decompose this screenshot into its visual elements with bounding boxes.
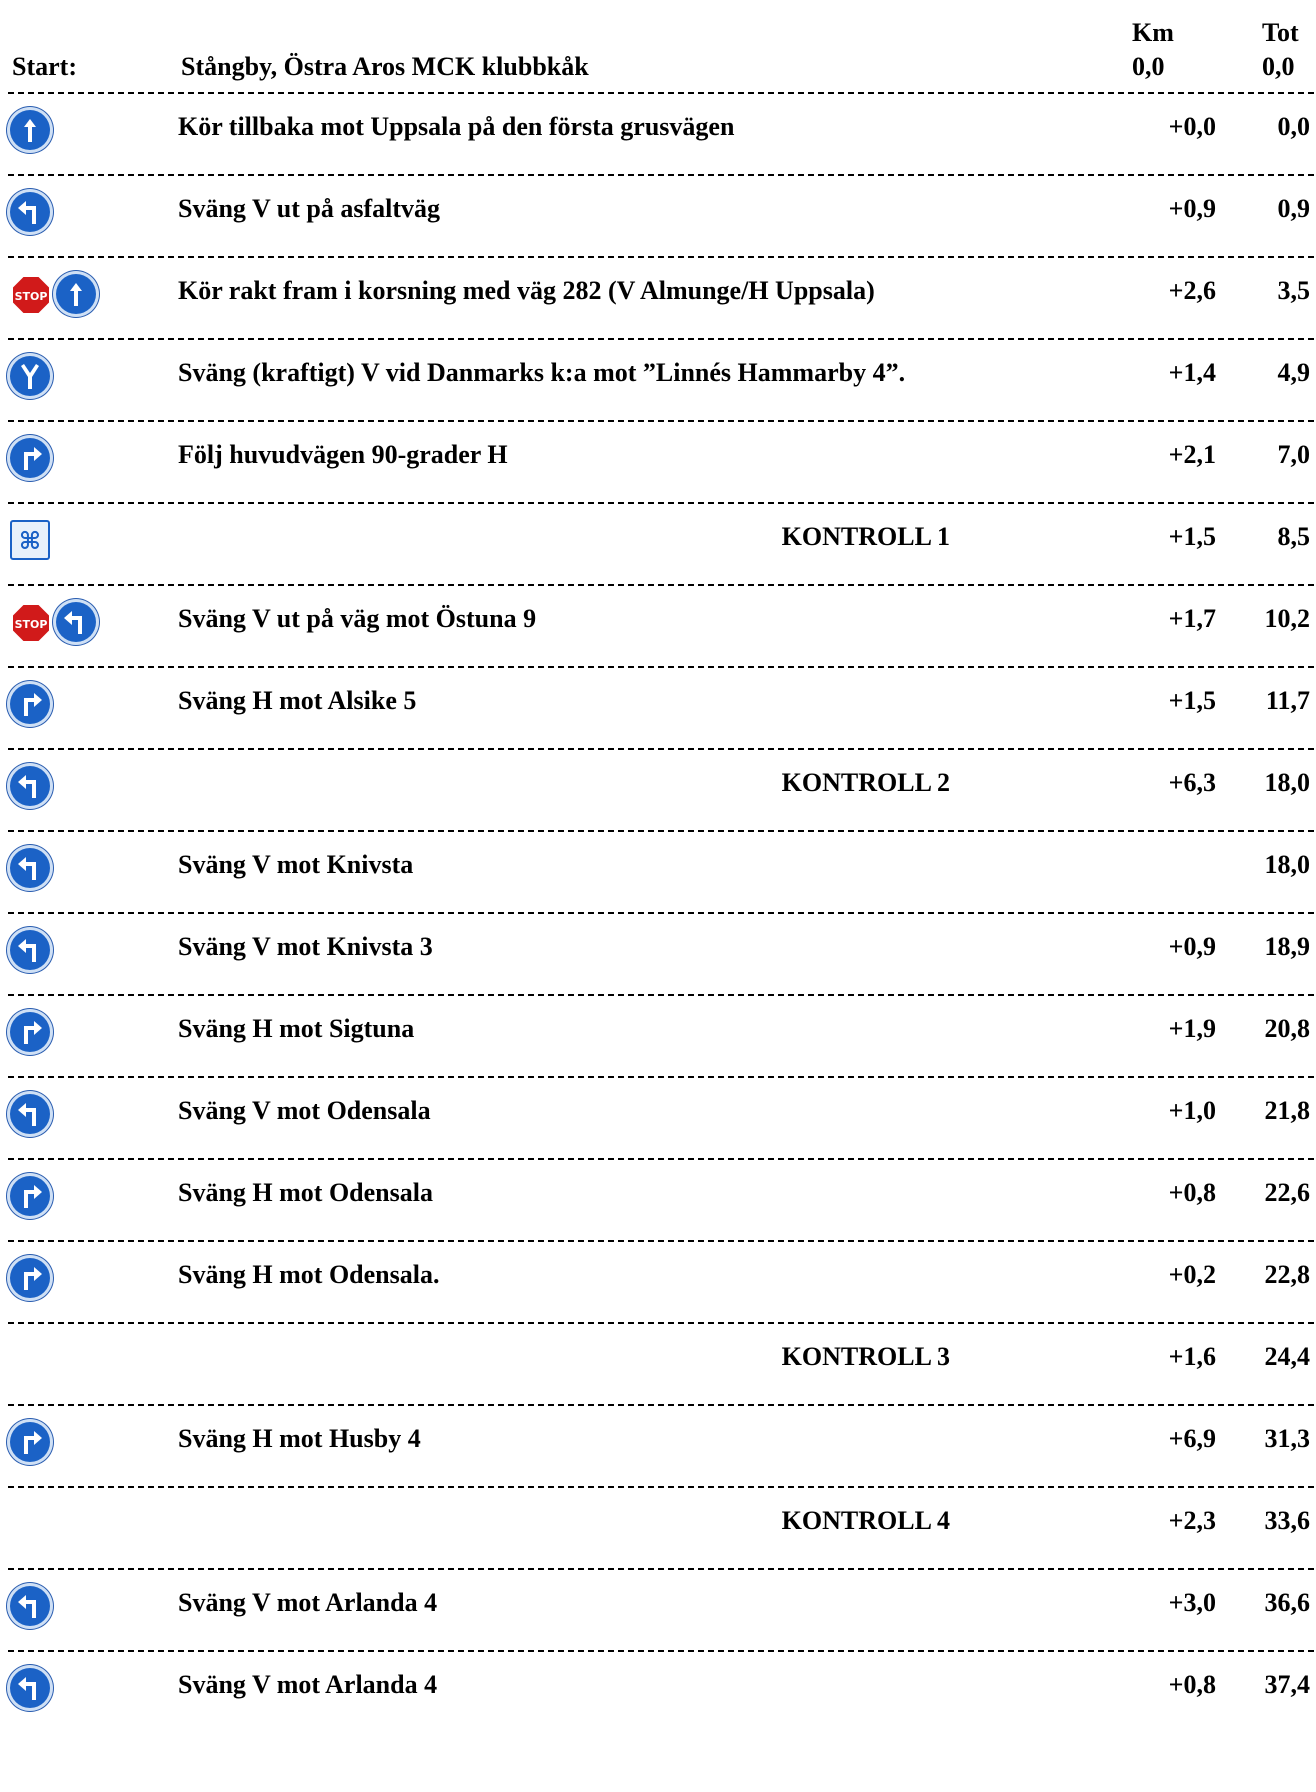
step-icons [10, 848, 50, 888]
dashed-divider [8, 830, 1314, 832]
step-icons [10, 930, 50, 970]
step-description: Följ huvudvägen 90-grader H [178, 440, 508, 469]
step-tot: 3,5 [1277, 276, 1310, 305]
dashed-divider [8, 748, 1314, 750]
step-tot: 31,3 [1264, 1424, 1310, 1453]
dashed-divider [8, 338, 1314, 340]
dashed-divider [8, 502, 1314, 504]
route-step [0, 994, 1316, 1080]
step-tot: 20,8 [1264, 1014, 1310, 1043]
route-step [0, 1158, 1316, 1244]
turn-left-icon [10, 1668, 50, 1708]
route-step [0, 1486, 1316, 1572]
svg-text:STOP: STOP [14, 290, 48, 303]
turn-right-icon [10, 1422, 50, 1462]
step-km: +0,0 [1168, 112, 1216, 141]
step-km: +2,6 [1168, 276, 1216, 305]
step-icons [10, 1012, 50, 1052]
dashed-divider [8, 1486, 1314, 1488]
step-icons [10, 1586, 50, 1626]
step-tot: 37,4 [1264, 1670, 1310, 1699]
checkpoint-label: KONTROLL 3 [781, 1342, 950, 1371]
step-tot: 22,6 [1264, 1178, 1310, 1207]
step-km: +6,9 [1168, 1424, 1216, 1453]
step-tot: 7,0 [1277, 440, 1310, 469]
step-icons [10, 192, 50, 232]
step-description: Sväng V mot Knivsta 3 [178, 932, 433, 961]
step-km: +1,5 [1168, 686, 1216, 715]
step-tot: 8,5 [1277, 522, 1310, 551]
step-km: +0,9 [1168, 194, 1216, 223]
step-tot: 24,4 [1264, 1342, 1310, 1371]
step-description: Sväng (kraftigt) V vid Danmarks k:a mot ”Linnés Hammarby 4”. [178, 358, 906, 387]
step-tot: 11,7 [1265, 686, 1310, 715]
km-column-header: Km [1132, 18, 1174, 47]
route-step [0, 1650, 1316, 1736]
checkpoint-label: KONTROLL 2 [781, 768, 950, 797]
step-tot: 36,6 [1264, 1588, 1310, 1617]
step-description: Sväng V ut på asfaltväg [178, 194, 440, 223]
step-description: Sväng V mot Odensala [178, 1096, 431, 1125]
step-km: +1,0 [1168, 1096, 1216, 1125]
start-km: 0,0 [1132, 52, 1165, 81]
step-icons [10, 1176, 50, 1216]
step-km: +1,7 [1168, 604, 1216, 633]
turn-left-icon [56, 602, 96, 642]
step-tot: 10,2 [1264, 604, 1310, 633]
route-step [0, 1240, 1316, 1326]
route-step [0, 748, 1316, 834]
route-step [0, 174, 1316, 260]
step-km: +0,2 [1168, 1260, 1216, 1289]
dashed-divider [8, 256, 1314, 258]
step-description: Sväng V mot Knivsta [178, 850, 414, 879]
dashed-divider [8, 666, 1314, 668]
svg-text:STOP: STOP [14, 618, 48, 631]
step-icons [10, 274, 96, 316]
checkpoint-label: KONTROLL 1 [781, 522, 950, 551]
dashed-divider [8, 92, 1314, 94]
step-tot: 4,9 [1277, 358, 1310, 387]
route-step [0, 502, 1316, 588]
stop-sign-icon [10, 274, 52, 316]
step-icons [10, 110, 50, 150]
dashed-divider [8, 174, 1314, 176]
turn-right-icon [10, 1258, 50, 1298]
step-icons [10, 356, 50, 396]
turn-left-icon [10, 192, 50, 232]
step-km: +1,4 [1168, 358, 1216, 387]
stop-sign-icon [10, 602, 52, 644]
dashed-divider [8, 1404, 1314, 1406]
dashed-divider [8, 1322, 1314, 1324]
dashed-divider [8, 420, 1314, 422]
turn-right-icon [10, 1012, 50, 1052]
route-step [0, 1322, 1316, 1408]
start-location: Stångby, Östra Aros MCK klubbkåk [181, 52, 589, 81]
step-description: Kör rakt fram i korsning med väg 282 (V Almunge/H Uppsala) [178, 276, 875, 305]
step-icons [10, 1094, 50, 1134]
step-tot: 21,8 [1264, 1096, 1310, 1125]
step-description: Kör tillbaka mot Uppsala på den första grusvägen [178, 112, 735, 141]
start-label: Start: [12, 52, 77, 81]
step-tot: 33,6 [1264, 1506, 1310, 1535]
step-km: +0,8 [1168, 1178, 1216, 1207]
step-km: +1,6 [1168, 1342, 1216, 1371]
route-step [0, 338, 1316, 424]
route-step [0, 830, 1316, 916]
turn-left-icon [10, 930, 50, 970]
step-description: Sväng V ut på väg mot Östuna 9 [178, 604, 537, 633]
route-step [0, 92, 1316, 178]
step-tot: 18,0 [1264, 850, 1310, 879]
step-icons [10, 1422, 50, 1462]
step-km: +1,9 [1168, 1014, 1216, 1043]
step-km: +0,8 [1168, 1670, 1216, 1699]
route-step [0, 1404, 1316, 1490]
step-description: Sväng H mot Husby 4 [178, 1424, 421, 1453]
turn-right-icon [10, 1176, 50, 1216]
turn-right-icon [10, 684, 50, 724]
route-step [0, 912, 1316, 998]
step-icons [10, 1258, 50, 1298]
step-km: +3,0 [1168, 1588, 1216, 1617]
step-tot: 18,9 [1264, 932, 1310, 961]
step-icons [10, 1668, 50, 1708]
start-tot: 0,0 [1262, 52, 1295, 81]
turn-right-icon [10, 438, 50, 478]
route-step [0, 256, 1316, 342]
turn-left-icon [10, 1586, 50, 1626]
dashed-divider [8, 994, 1314, 996]
step-description: Sväng V mot Arlanda 4 [178, 1670, 438, 1699]
route-step [0, 666, 1316, 752]
step-tot: 22,8 [1264, 1260, 1310, 1289]
turn-left-icon [10, 848, 50, 888]
step-icons [10, 602, 96, 644]
dashed-divider [8, 912, 1314, 914]
straight-ahead-icon [10, 110, 50, 150]
tot-column-header: Tot [1262, 18, 1299, 47]
step-description: Sväng H mot Sigtuna [178, 1014, 415, 1043]
step-tot: 18,0 [1264, 768, 1310, 797]
sharp-left-icon [10, 356, 50, 396]
step-description: Sväng H mot Odensala. [178, 1260, 440, 1289]
step-km: +6,3 [1168, 768, 1216, 797]
dashed-divider [8, 1240, 1314, 1242]
dashed-divider [8, 1076, 1314, 1078]
step-description: Sväng H mot Odensala [178, 1178, 433, 1207]
step-icons [10, 684, 50, 724]
step-km: +0,9 [1168, 932, 1216, 961]
dashed-divider [8, 584, 1314, 586]
dashed-divider [8, 1568, 1314, 1570]
step-tot: 0,0 [1277, 112, 1310, 141]
step-description: Sväng V mot Arlanda 4 [178, 1588, 438, 1617]
svg-text:⌘: ⌘ [18, 527, 42, 555]
step-icons [10, 438, 50, 478]
straight-ahead-icon [56, 274, 96, 314]
step-tot: 0,9 [1277, 194, 1310, 223]
dashed-divider [8, 1650, 1314, 1652]
turn-left-icon [10, 1094, 50, 1134]
route-step [0, 1076, 1316, 1162]
dashed-divider [8, 1158, 1314, 1160]
step-km: +2,3 [1168, 1506, 1216, 1535]
route-step [0, 584, 1316, 670]
step-description: Sväng H mot Alsike 5 [178, 686, 417, 715]
step-km: +2,1 [1168, 440, 1216, 469]
checkpoint-label: KONTROLL 4 [781, 1506, 950, 1535]
route-step [0, 1568, 1316, 1654]
route-step [0, 420, 1316, 506]
step-km: +1,5 [1168, 522, 1216, 551]
